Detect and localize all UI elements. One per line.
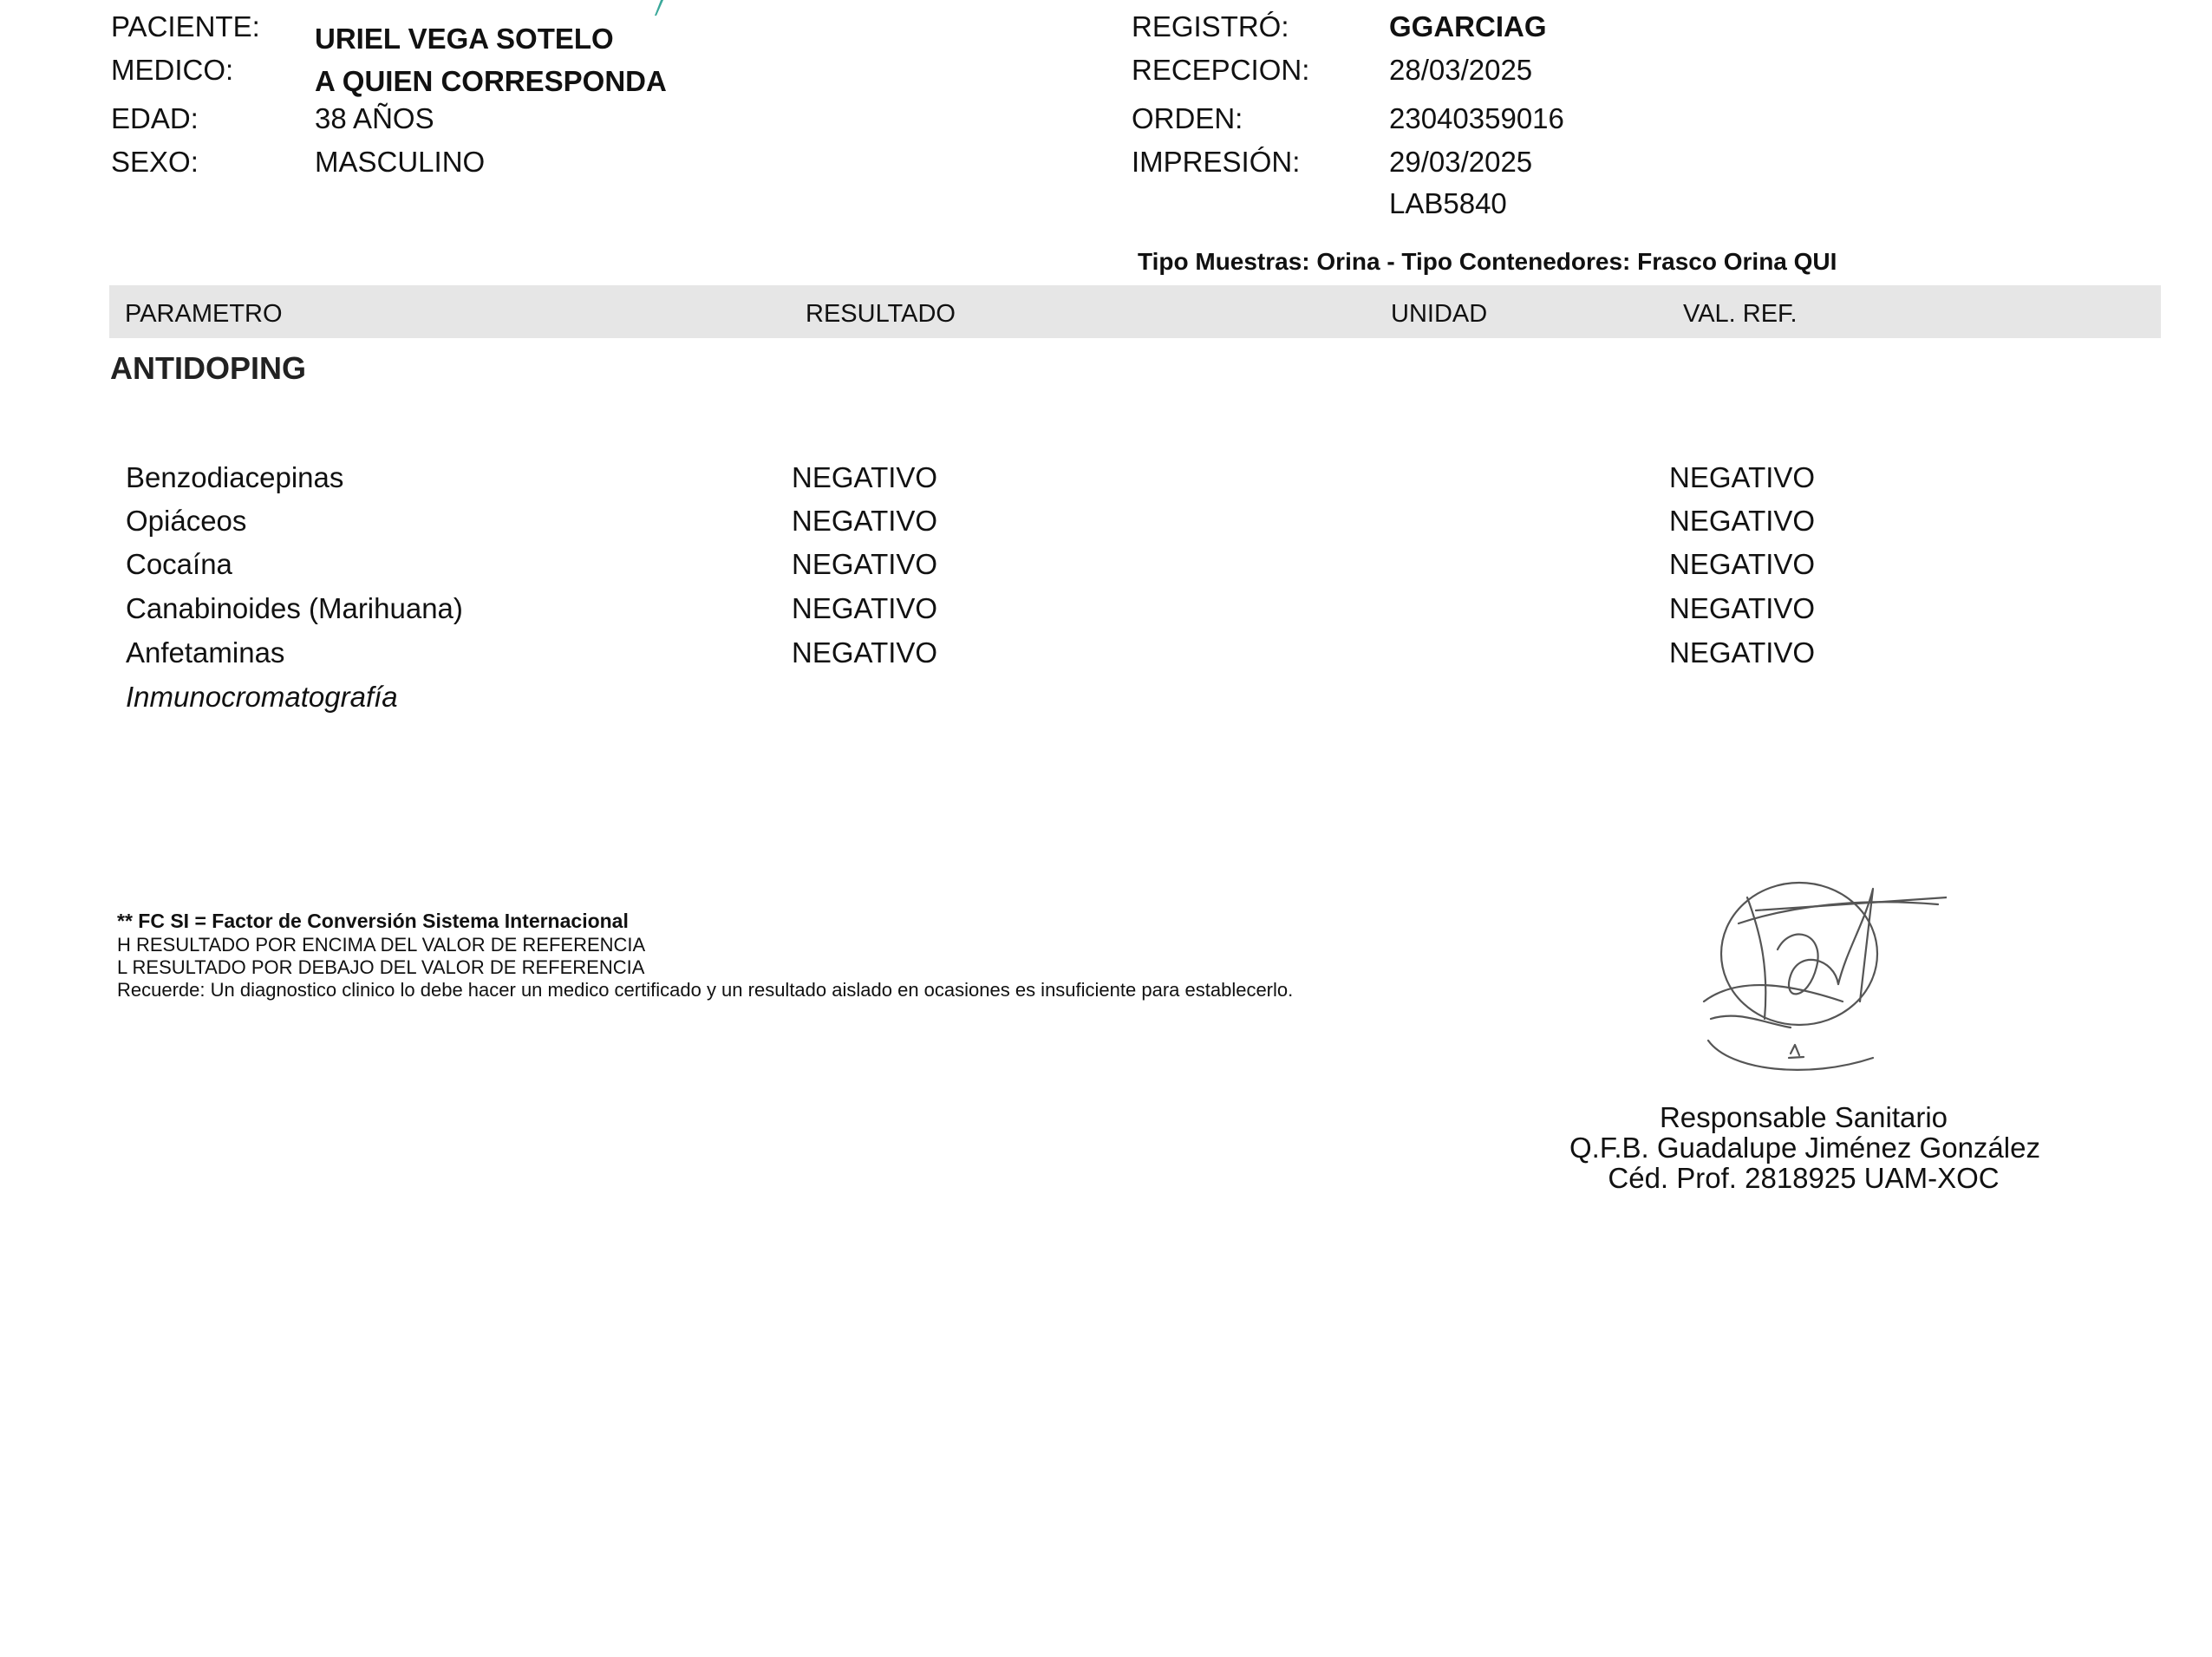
medico-value: A QUIEN CORRESPONDA bbox=[315, 65, 667, 97]
recepcion-value: 28/03/2025 bbox=[1389, 54, 1533, 86]
sample-info: Tipo Muestras: Orina - Tipo Contenedores: Frasco Orina QUI bbox=[1138, 248, 1837, 275]
row-resultado: NEGATIVO bbox=[792, 505, 938, 537]
table-header-bar bbox=[109, 285, 2161, 338]
paciente-label: PACIENTE: bbox=[111, 10, 260, 42]
signature-cedula: Céd. Prof. 2818925 UAM-XOC bbox=[1608, 1162, 2000, 1194]
orden-label: ORDEN: bbox=[1132, 102, 1243, 134]
col-header-resultado: RESULTADO bbox=[806, 300, 956, 328]
signature-role: Responsable Sanitario bbox=[1659, 1101, 1948, 1133]
impresion-value: 29/03/2025 bbox=[1389, 146, 1533, 178]
footnote-fc-si: ** FC SI = Factor de Conversión Sistema Internacional bbox=[117, 910, 629, 932]
footnote-disclaimer: Recuerde: Un diagnostico clinico lo debe hacer un medico certificado y un resultado aislado en ocasiones es insuficiente para establecerlo. bbox=[117, 979, 1294, 1001]
signature-name: Q.F.B. Guadalupe Jiménez González bbox=[1569, 1132, 2040, 1164]
footnote-l: L RESULTADO POR DEBAJO DEL VALOR DE REFERENCIA bbox=[117, 956, 645, 978]
row-val-ref: NEGATIVO bbox=[1669, 461, 1816, 493]
sexo-label: SEXO: bbox=[111, 146, 199, 178]
row-parametro: Benzodiacepinas bbox=[126, 461, 344, 493]
col-header-unidad: UNIDAD bbox=[1391, 300, 1488, 328]
recepcion-label: RECEPCION: bbox=[1132, 54, 1310, 86]
edad-label: EDAD: bbox=[111, 102, 199, 134]
row-resultado: NEGATIVO bbox=[792, 548, 938, 580]
col-header-val-ref: VAL. REF. bbox=[1683, 300, 1798, 328]
registro-value: GGARCIAG bbox=[1389, 10, 1547, 42]
row-resultado: NEGATIVO bbox=[792, 636, 938, 669]
row-val-ref: NEGATIVO bbox=[1669, 548, 1816, 580]
impresion-label: IMPRESIÓN: bbox=[1132, 146, 1301, 178]
signature-icon bbox=[1687, 871, 1947, 1088]
edad-value: 38 AÑOS bbox=[315, 102, 434, 134]
section-title: ANTIDOPING bbox=[110, 350, 307, 386]
logo-fragment-icon bbox=[652, 0, 664, 16]
row-parametro: Cocaína bbox=[126, 548, 232, 580]
row-parametro: Canabinoides (Marihuana) bbox=[126, 592, 463, 624]
row-val-ref: NEGATIVO bbox=[1669, 636, 1816, 669]
method-label: Inmunocromatografía bbox=[126, 681, 398, 713]
footnote-h: H RESULTADO POR ENCIMA DEL VALOR DE REFERENCIA bbox=[117, 934, 646, 956]
lab-code: LAB5840 bbox=[1389, 187, 1507, 219]
registro-label: REGISTRÓ: bbox=[1132, 10, 1289, 42]
row-resultado: NEGATIVO bbox=[792, 461, 938, 493]
col-header-parametro: PARAMETRO bbox=[125, 300, 283, 328]
medico-label: MEDICO: bbox=[111, 54, 234, 86]
orden-value: 23040359016 bbox=[1389, 102, 1564, 134]
row-parametro: Anfetaminas bbox=[126, 636, 285, 669]
paciente-value: URIEL VEGA SOTELO bbox=[315, 23, 614, 55]
row-resultado: NEGATIVO bbox=[792, 592, 938, 624]
row-parametro: Opiáceos bbox=[126, 505, 247, 537]
row-val-ref: NEGATIVO bbox=[1669, 505, 1816, 537]
sexo-value: MASCULINO bbox=[315, 146, 486, 178]
row-val-ref: NEGATIVO bbox=[1669, 592, 1816, 624]
